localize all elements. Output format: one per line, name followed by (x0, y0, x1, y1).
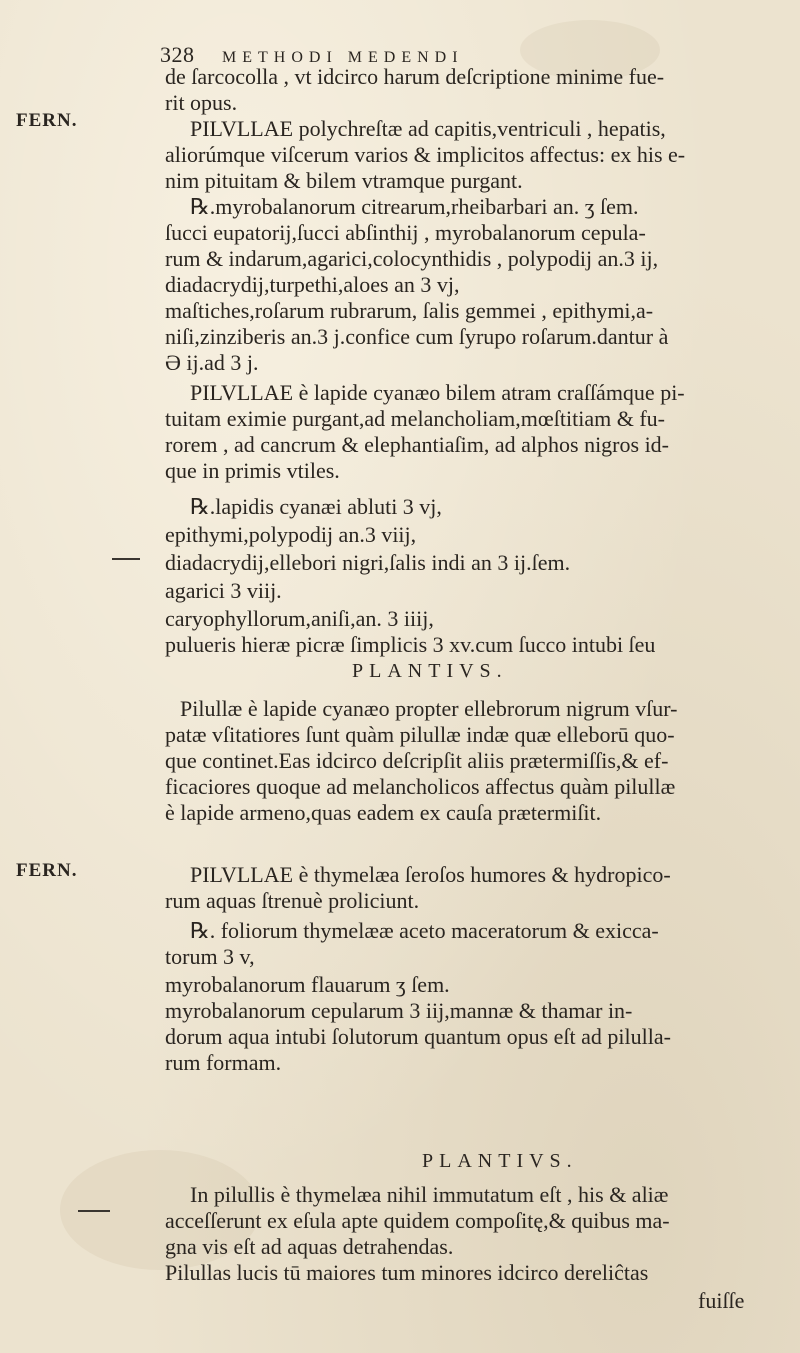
margin-note-fern: FERN. (16, 110, 78, 131)
text-line: ficaciores quoque ad melancholicos affectus quàm pilullæ (165, 774, 676, 799)
text-line: torum 3 v, (165, 944, 255, 969)
margin-mark (112, 558, 140, 560)
text-line: caryophyllorum,aniſi,an. 3 iiij, (165, 606, 434, 631)
text-line: PILVLLAE è thymelæa ſeroſos humores & hydropico- (190, 862, 671, 887)
text-line: PILVLLAE polychreſtæ ad capitis,ventriculi , hepatis, (190, 116, 666, 141)
text-line: pulueris hieræ picræ ſimplicis 3 xv.cum ſucco intubi ſeu (165, 632, 656, 657)
text-line: maſtiches,roſarum rubrarum, ſalis gemmei , epithymi,a- (165, 298, 654, 323)
text-line: aliorúmque viſcerum varios & implicitos affectus: ex his e- (165, 142, 686, 167)
text-line: que continet.Eas idcirco deſcripſit aliis prætermiſſis,& ef- (165, 748, 669, 773)
text-line: In pilullis è thymelæa nihil immutatum eſt , his & aliæ (190, 1182, 669, 1207)
text-line: ℞.myrobalanorum citrearum,rheibarbari an. ʒ ſem. (190, 194, 639, 219)
text-line: fuiſſe (698, 1288, 745, 1313)
text-line: diadacrydij,ellebori nigri,ſalis indi an 3 ij.ſem. (165, 550, 571, 575)
text-line: myrobalanorum cepularum 3 iij,mannæ & thamar in- (165, 998, 633, 1023)
text-line: myrobalanorum flauarum ʒ ſem. (165, 972, 450, 997)
text-line: niſi,zinziberis an.3 j.confice cum ſyrupo roſarum.dantur à (165, 324, 669, 349)
text-line: rorem , ad cancrum & elephantiaſim, ad alphos nigros id- (165, 432, 670, 457)
text-line: acceſſerunt ex eſula apte quidem compoſitę,& quibus ma- (165, 1208, 670, 1233)
margin-note-fern: FERN. (16, 860, 78, 881)
text-line: ℞. foliorum thymelææ aceto maceratorum & exicca- (190, 918, 659, 943)
text-line: ℞.lapidis cyanæi abluti 3 vj, (190, 494, 442, 519)
text-line: è lapide armeno,quas eadem ex cauſa prætermiſit. (165, 800, 602, 825)
section-heading-plantius: PLANTIVS. (422, 1150, 578, 1172)
running-title: METHODI MEDENDI (222, 49, 464, 66)
text-line: rum formam. (165, 1050, 282, 1075)
text-line: agarici 3 viij. (165, 578, 282, 603)
text-line: Pilullæ è lapide cyanæo propter ellebrorum nigrum vſur- (180, 696, 678, 721)
text-line: tuitam eximie purgant,ad melancholiam,mœſtitiam & fu- (165, 406, 665, 431)
page-number: 328 (160, 42, 195, 67)
text-line: Pilullas lucis tū maiores tum minores idcirco dereliĉtas (165, 1260, 649, 1285)
text-line: de ſarcocolla , vt idcirco harum deſcriptione minime fue- (165, 64, 665, 89)
text-line: epithymi,polypodij an.3 viij, (165, 522, 417, 547)
text-line: nim pituitam & bilem vtramque purgant. (165, 168, 523, 193)
section-heading-plantius: PLANTIVS. (352, 660, 508, 682)
margin-mark (78, 1210, 110, 1212)
text-line: rit opus. (165, 90, 238, 115)
text-line: dorum aqua intubi ſolutorum quantum opus eſt ad pilulla- (165, 1024, 671, 1049)
text-line: patæ vſitatiores ſunt quàm pilullæ indæ quæ elleborū quo- (165, 722, 675, 747)
text-line: Ə ij.ad 3 j. (165, 350, 259, 375)
text-line: gna vis eſt ad aquas detrahendas. (165, 1234, 454, 1259)
text-line: que in primis vtiles. (165, 458, 340, 483)
text-line: rum & indarum,agarici,colocynthidis , polypodij an.3 ij, (165, 246, 659, 271)
text-line: diadacrydij,turpethi,aloes an 3 vj, (165, 272, 460, 297)
text-line: ſucci eupatorij,ſucci abſinthij , myrobalanorum cepula- (165, 220, 646, 245)
text-line: rum aquas ſtrenuè proliciunt. (165, 888, 420, 913)
text-line: PILVLLAE è lapide cyanæo bilem atram craſſámque pi- (190, 380, 685, 405)
